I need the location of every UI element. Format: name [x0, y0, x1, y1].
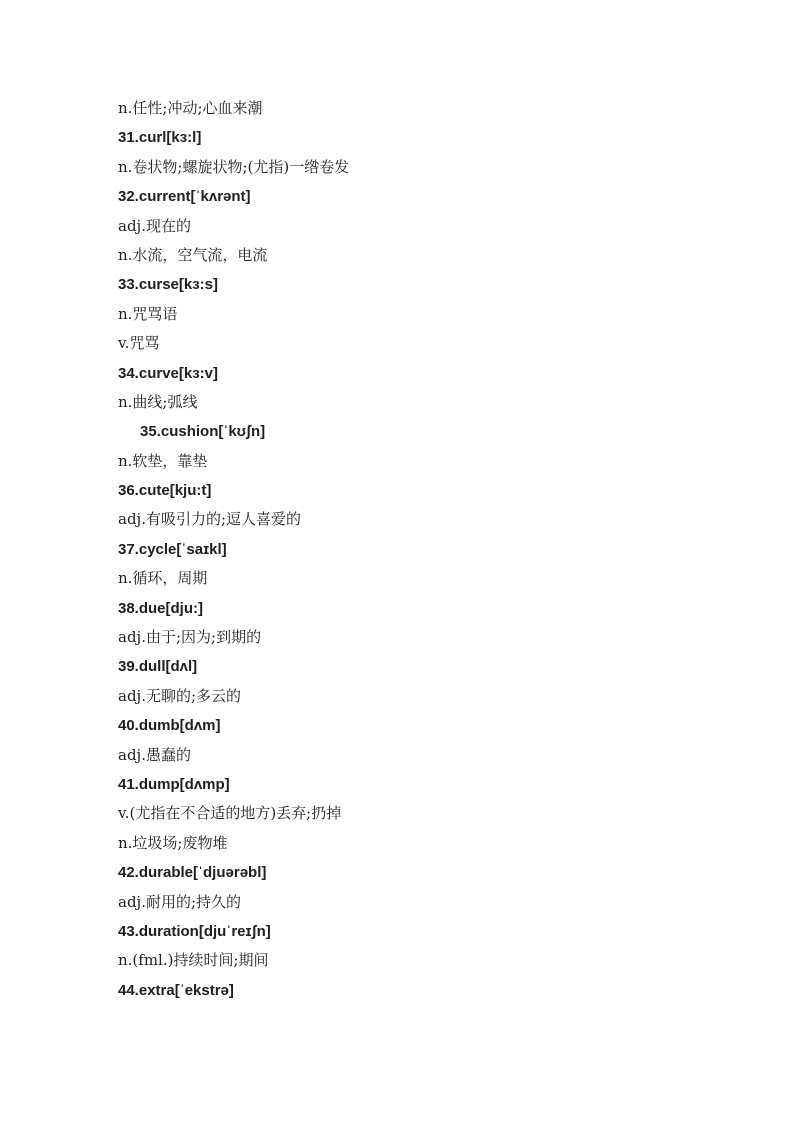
- definition-line: v.(尤指在不合适的地方)丢弃;扔掉: [118, 804, 342, 823]
- definition-line: adj.无聊的;多云的: [118, 686, 242, 705]
- vocabulary-entry: 37.cycle[ˈsaɪkl]: [118, 540, 227, 558]
- vocabulary-entry: 35.cushion[ˈkʊʃn]: [140, 423, 266, 441]
- vocabulary-entry: 40.dumb[dʌm]: [118, 717, 221, 735]
- definition-line: n.水流，空气流，电流: [118, 245, 268, 264]
- definition-line: n.曲线;弧线: [118, 392, 198, 411]
- vocabulary-entry: 32.current[ˈkʌrənt]: [118, 188, 251, 206]
- definition-line: n.任性;冲动;心血来潮: [118, 99, 263, 117]
- definition-line: adj.有吸引力的;逗人喜爱的: [118, 510, 302, 529]
- vocabulary-entry: 38.due[dju:]: [118, 599, 203, 617]
- vocabulary-entry: 33.curse[kɜ:s]: [118, 276, 219, 294]
- definition-line: adj.愚蠢的: [118, 745, 191, 764]
- definition-line: adj.耐用的;持久的: [118, 892, 242, 911]
- vocabulary-entry: 36.cute[kju:t]: [118, 482, 212, 500]
- definition-line: n.咒骂语: [118, 304, 178, 323]
- definition-line: n.循环，周期: [118, 569, 208, 588]
- vocabulary-list: [118, 94, 738, 1005]
- vocabulary-entry: 41.dump[dʌmp]: [118, 775, 230, 793]
- definition-line: n.卷状物;螺旋状物;(尤指)一绺卷发: [118, 157, 350, 176]
- vocabulary-entry: 39.dull[dʌl]: [118, 658, 198, 676]
- definition-line: n.(fml.)持续时间;期间: [118, 951, 269, 970]
- vocabulary-entry: 34.curve[kɜ:v]: [118, 364, 219, 382]
- vocabulary-entry: 31.curl[kɜ:l]: [118, 129, 202, 147]
- definition-line: n.垃圾场;废物堆: [118, 833, 228, 852]
- definition-line: n.软垫，靠垫: [118, 451, 208, 470]
- definition-line: adj.由于;因为;到期的: [118, 628, 262, 647]
- vocabulary-entry: 43.duration[djuˈreɪʃn]: [118, 922, 271, 940]
- definition-line: v.咒骂: [118, 334, 160, 353]
- vocabulary-entry: 44.extra[ˈekstrə]: [118, 981, 234, 999]
- vocabulary-entry: 42.durable[ˈdjuərəbl]: [118, 864, 267, 882]
- definition-line: adj.现在的: [118, 216, 191, 235]
